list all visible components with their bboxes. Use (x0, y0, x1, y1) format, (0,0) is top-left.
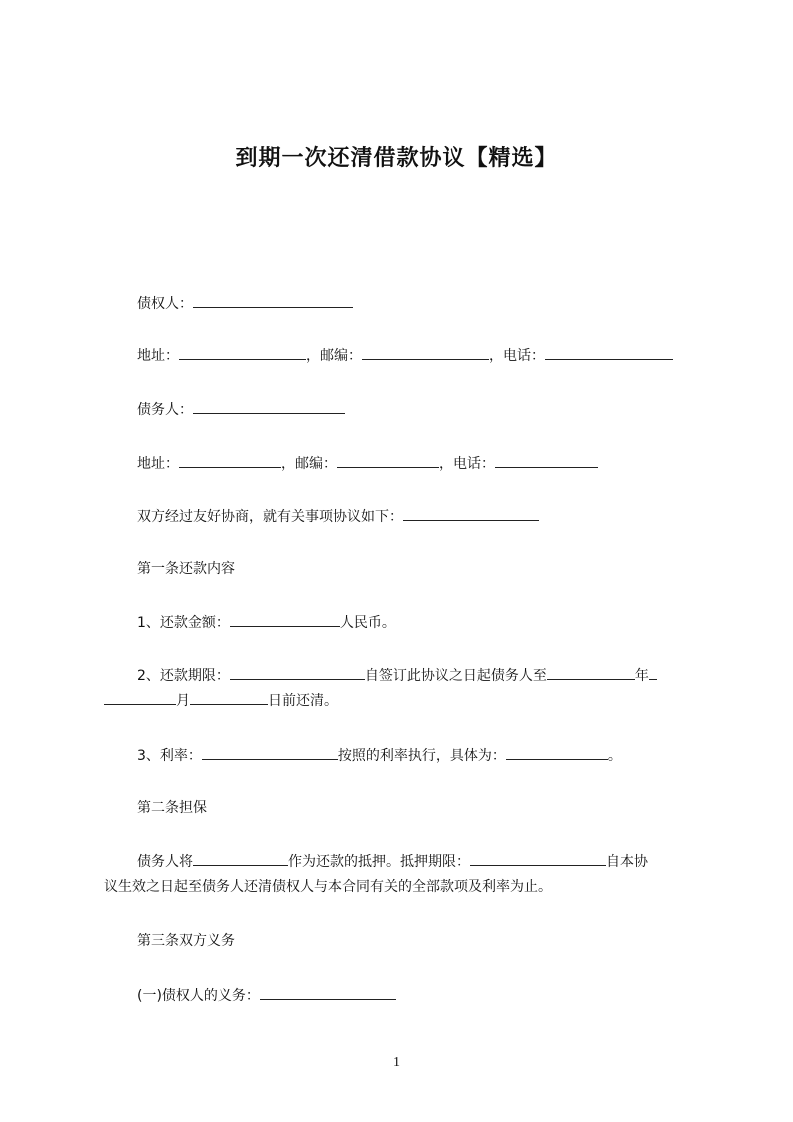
guarantee-mid: 作为还款的抵押。抵押期限： (288, 854, 470, 870)
amount-blank[interactable] (230, 612, 340, 627)
year-blank[interactable] (547, 665, 635, 680)
debtor-blank[interactable] (193, 399, 345, 414)
creditor-postcode-label: ，邮编： (306, 348, 362, 364)
creditor-label: 债权人： (137, 296, 193, 312)
debtor-label: 债务人： (137, 402, 193, 418)
creditor-address-label: 地址： (137, 348, 179, 364)
debtor-line (137, 399, 345, 420)
item2-month: 月 (176, 693, 190, 709)
page-number: 1 (393, 1055, 400, 1070)
creditor-address-blank[interactable] (179, 345, 306, 360)
item3-end: 。 (607, 748, 622, 764)
item2-mid: 自签订此协议之日起债务人至 (364, 668, 547, 684)
item2-year: 年 (634, 668, 649, 684)
creditor-phone-blank[interactable] (545, 345, 673, 360)
creditor-blank[interactable] (193, 293, 353, 308)
guarantee-prefix: 债务人将 (137, 854, 193, 870)
guarantee-line (137, 851, 648, 872)
item3-line (137, 745, 622, 766)
rate-blank[interactable] (202, 745, 338, 760)
document-title: 到期一次还清借款协议【精选】 (235, 146, 558, 171)
item2-end: 日前还清。 (268, 693, 338, 709)
creditor-phone-label: ，电话： (489, 348, 545, 364)
debtor-phone-label: ，电话： (439, 456, 495, 472)
guarantee-cont-line: 议生效之日起至债务人还清债权人与本合同有关的全部款项及利率为止。 (104, 879, 552, 895)
collateral-blank[interactable] (193, 851, 288, 866)
term-blank[interactable] (230, 665, 365, 680)
item1-prefix: 1、还款金额： (137, 615, 230, 631)
debtor-postcode-label: ，邮编： (281, 456, 337, 472)
creditor-duties-line (137, 985, 396, 1006)
item2-line (137, 665, 657, 686)
creditor-line (137, 293, 353, 314)
item2-prefix: 2、还款期限： (137, 668, 230, 684)
year-tail-blank (649, 665, 657, 680)
item3-mid: 按照的利率执行，具体为： (337, 748, 506, 764)
debtor-postcode-blank[interactable] (337, 453, 439, 468)
article3-heading: 第三条双方义务 (137, 933, 235, 949)
debtor-phone-blank[interactable] (495, 453, 598, 468)
intro-text: 双方经过友好协商，就有关事项协议如下： (137, 509, 403, 525)
creditor-duties-label: (一)债权人的义务： (137, 988, 260, 1004)
creditor-address-line (137, 345, 673, 366)
article2-heading: 第二条担保 (137, 800, 207, 816)
item1-line (137, 612, 396, 633)
creditor-postcode-blank[interactable] (362, 345, 489, 360)
pledge-term-blank[interactable] (470, 851, 606, 866)
guarantee-end: 自本协 (606, 854, 648, 870)
debtor-address-line (137, 453, 598, 474)
rate-detail-blank[interactable] (506, 745, 608, 760)
item3-prefix: 3、利率： (137, 748, 202, 764)
intro-blank[interactable] (403, 506, 539, 521)
creditor-duties-blank[interactable] (260, 985, 396, 1000)
debtor-address-label: 地址： (137, 456, 179, 472)
day-blank[interactable] (190, 690, 268, 705)
article1-heading: 第一条还款内容 (137, 561, 235, 577)
item2-cont-line (104, 690, 338, 711)
intro-line (137, 506, 539, 527)
debtor-address-blank[interactable] (179, 453, 281, 468)
month-blank[interactable] (104, 690, 176, 705)
item1-suffix: 人民币。 (339, 615, 396, 631)
